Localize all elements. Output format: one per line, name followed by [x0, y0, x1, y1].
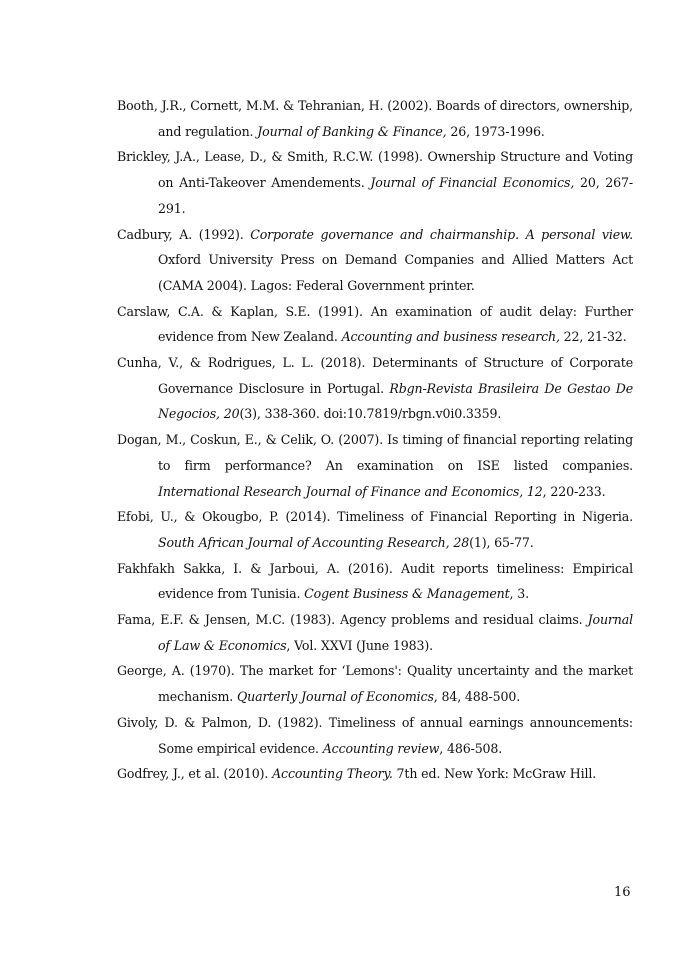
reference-list [117, 93, 633, 787]
reference-entry: Brickley, J.A., Lease, D., & Smith, R.C.W. (1998). Ownership Structure and Voting on Anti-Takeover Amendements. Journal of Financial Economics, 20, 267-291. [117, 149, 634, 216]
reference-entry: Cunha, V., & Rodrigues, L. L. (2018). Determinants of Structure of Corporate Governance Disclosure in Portugal. Rbgn-Revista Brasileira De Gestao De Negocios, 20(3), 338-360. doi:10.7819/rbgn.v0i0.3359. [117, 355, 633, 422]
reference-entry: Fakhfakh Sakka, I. & Jarboui, A. (2016). Audit reports timeliness: Empirical evidence from Tunisia. Cogent Business & Management, 3. [117, 560, 633, 602]
reference-entry: Fama, E.F. & Jensen, M.C. (1983). Agency problems and residual claims. Journal of Law & Economics, Vol. XXVI (June 1983). [117, 612, 633, 653]
reference-entry: Givoly, D. & Palmon, D. (1982). Timeliness of annual earnings announcements: Some empirical evidence. Accounting review, 486-508. [117, 714, 633, 756]
reference-entry: Dogan, M., Coskun, E., & Celik, O. (2007). Is timing of financial reporting relating to firm performance? An examination on ISE listed companies. International Research Journal of Finance and Economics, 12, 220-233. [117, 432, 633, 499]
reference-entry: George, A. (1970). The market for ‘Lemons': Quality uncertainty and the market mechanism. Quarterly Journal of Economics, 84, 488-500. [117, 663, 633, 705]
reference-entry: Carslaw, C.A. & Kaplan, S.E. (1991). An examination of audit delay: Further evidence from New Zealand. Accounting and business research, 22, 21-32. [117, 303, 633, 345]
page-number: 16 [614, 885, 631, 900]
reference-entry: Booth, J.R., Cornett, M.M. & Tehranian, H. (2002). Boards of directors, ownership, and regulation. Journal of Banking & Finance, 26, 1973-1996. [117, 98, 633, 139]
reference-entry: Godfrey, J., et al. (2010). Accounting Theory. 7th ed. New York: McGraw Hill. [117, 766, 597, 782]
reference-entry: Efobi, U., & Okougbo, P. (2014). Timeliness of Financial Reporting in Nigeria. South African Journal of Accounting Research, 28(1), 65-77. [117, 509, 633, 550]
reference-entry: Cadbury, A. (1992). Corporate governance and chairmanship. A personal view. Oxford University Press on Demand Companies and Allied Matters Act (CAMA 2004). Lagos: Federal Government printer. [117, 226, 633, 293]
